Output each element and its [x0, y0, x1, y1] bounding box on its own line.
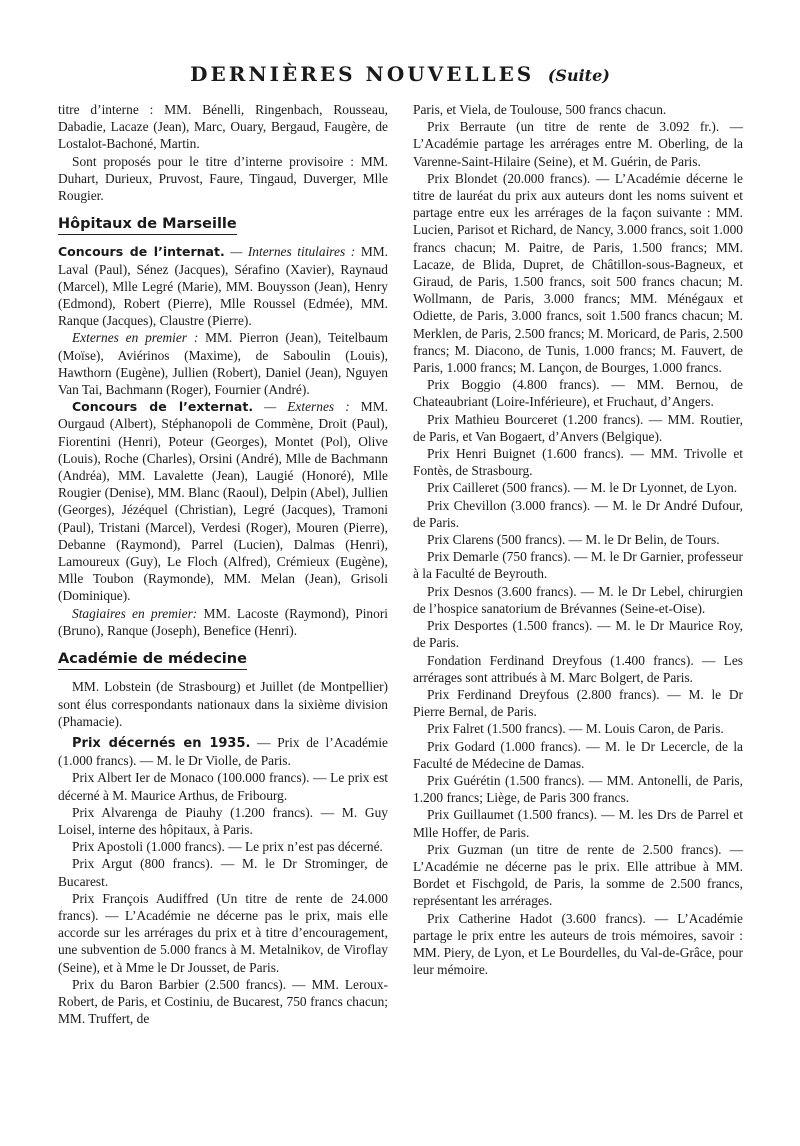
label: — Externes :: [264, 399, 350, 415]
label: Stagiaires en premier:: [72, 605, 198, 621]
section-heading-marseille: Hôpitaux de Marseille: [58, 216, 237, 235]
paragraph-internat: [58, 243, 388, 329]
prize-entry: Prix Guzman (un titre de rente de 2.500 francs). — L’Académie ne décerne pas le prix. Elle attribue à MM. Bordet et Fischgold, de Paris, la somme de 2.500 francs, représentant les arrérages.: [413, 841, 743, 909]
prize-entry: Prix François Audiffred (Un titre de rente de 24.000 francs). — L’Académie ne décerne pas le prix, mais elle accorde sur les arrérages du prix et à titre d’encouragement, une subvention de 5.000 francs à M. Metalnikov, de Viroflay (Seine), et à Mme le Dr Jousset, de Paris.: [58, 890, 388, 975]
prize-entry: Prix Catherine Hadot (3.600 francs). — L’Académie partage le prix entre les auteurs de trois mémoires, savoir : MM. Piery, de Lyon, et Le Bourdelles, du Val-de-Grâce, pour leur mémoire.: [413, 910, 743, 978]
paragraph-stagiaires: [58, 605, 388, 639]
prize-entry: Prix Ferdinand Dreyfous (2.800 francs). — M. le Dr Pierre Bernal, de Paris.: [413, 686, 743, 720]
section-heading-academie: Académie de médecine: [58, 651, 247, 670]
prize-entry: Prix Mathieu Bourceret (1.200 francs). — MM. Routier, de Paris, et Van Bogaert, d’Anvers (Belgique).: [413, 411, 743, 444]
label: Concours de l’externat.: [72, 399, 254, 415]
label: Concours de l’internat.: [58, 244, 225, 260]
text: MM. Ourgaud (Albert), Stéphanopoli de Commène, Droit (Paul), Fiorentini (Henri), Poteur (Georges), Montet (Pol), Olive (Louis), Roche (Charles), Orsini (André), Mlle de Bachmann (Andréa), MM. Lavalette (Jean), Laugié (Honoré), Mlle Rougier (Denise), MM. Blanc (Raoul), Delpin (Abel), Jullien (Georges), Jézéquel (Christian), Legré (Jacques), Tramoni (Paul), Tristani (Marcel), Verdesi (Roger), Mouren (Pierre), Debanne (Raymond), Parrel (Lucien), Dalmas (Henri), Lamoureux (Guy), Le Floch (Alfred), Crémieux (Eugène), Mlle Toubon (Raymonde), MM. Melan (Jean), Grisoli (Dominique).: [58, 399, 388, 604]
text: — Prix de l’Académie (1.000 francs). — M. le Dr Violle, de Paris.: [58, 734, 388, 769]
left-column: [58, 101, 388, 1027]
text: MM. Laval (Paul), Sénez (Jacques), Sérafino (Xavier), Raynaud (Marcel), Mlle Legré (Marie), MM. Bouysson (Jean), Henry (Edmond), Robert (Pierre), Mlle Roussel (Edmée), MM. Ranque (Jacques), Claustre (Pierre).: [58, 244, 388, 329]
prize-entry: Prix Boggio (4.800 francs). — MM. Bernou, de Chateaubriant (Loire-Inférieure), et Fruchaut, d’Angers.: [413, 377, 743, 410]
paragraph: MM. Lobstein (de Strasbourg) et Juillet (de Montpellier) sont élus correspondants nationaux dans la sixième division (Phamacie).: [58, 679, 388, 729]
prize-entry: Prix Chevillon (3.000 francs). — M. le Dr André Dufour, de Paris.: [413, 497, 743, 530]
label: Prix décernés en 1935.: [72, 735, 251, 751]
prize-entry: Prix Guillaumet (1.500 francs). — M. les Drs de Parrel et Mlle Hoffer, de Paris.: [413, 807, 743, 840]
label: — Internes titulaires :: [230, 244, 356, 260]
page-title: DERNIÈRES NOUVELLES: [190, 62, 535, 86]
prize-entry: Prix du Baron Barbier (2.500 francs). — MM. Leroux-Robert, de Paris, et Costiniu, de Bucarest, 750 francs chacun; MM. Truffert, de: [58, 976, 388, 1027]
prize-entry: Prix Argut (800 francs). — M. le Dr Strominger, de Bucarest.: [58, 856, 388, 889]
paragraph-externat: [58, 398, 388, 604]
page-subtitle: (Suite): [547, 66, 610, 85]
prize-entry: Prix Desnos (3.600 francs). — M. le Dr Lebel, chirurgien de l’hospice sanatorium de Brévannes (Seine-et-Oise).: [413, 583, 743, 616]
prize-entry: Prix Guérétin (1.500 francs). — MM. Antonelli, de Paris, 1.200 francs; Liège, de Paris 300 francs.: [413, 772, 743, 806]
label: Externes en premier :: [72, 330, 199, 346]
text: MM. Lacoste (Raymond), Pinori (Bruno), Ranque (Joseph), Benefice (Henri).: [58, 605, 388, 638]
prize-entry: Prix Falret (1.500 francs). — M. Louis Caron, de Paris.: [427, 721, 724, 737]
prize-entry: Prix Alvarenga de Piauhy (1.200 francs). — M. Guy Loisel, interne des hôpitaux, à Paris.: [58, 804, 388, 837]
prize-entry: Prix Godard (1.000 francs). — M. le Dr Lecercle, de la Faculté de Médecine de Damas.: [413, 738, 743, 771]
paragraph: Sont proposés pour le titre d’interne provisoire : MM. Duhart, Durieux, Pruvost, Faure, Tingaud, Duverger, Mlle Rougier.: [58, 153, 388, 204]
prize-entry: Prix Henri Buignet (1.600 francs). — MM. Trivolle et Fontès, de Strasbourg.: [413, 446, 743, 479]
prize-entry: Prix Clarens (500 francs). — M. le Dr Belin, de Tours.: [427, 532, 720, 548]
text: MM. Pierron (Jean), Teitelbaum (Moïse), Aviérinos (Maxime), de Saboulin (Louis), Hawthorn (Eugène), Jullien (Robert), Daniel (Jean), Nguyen Van Tai, Bachmann (Roger), Fournier (André).: [58, 330, 388, 398]
prize-entry: Prix Apostoli (1.000 francs). — Le prix n’est pas décerné.: [72, 839, 383, 855]
paragraph-prix-1935: [58, 734, 388, 769]
paragraph: Paris, et Viela, de Toulouse, 500 francs chacun.: [413, 102, 667, 117]
prize-entry: Prix Desportes (1.500 francs). — M. le Dr Maurice Roy, de Paris.: [413, 618, 743, 651]
prize-entry: Prix Demarle (750 francs). — M. le Dr Garnier, professeur à la Faculté de Beyrouth.: [413, 549, 743, 582]
prize-entry: Prix Cailleret (500 francs). — M. le Dr Lyonnet, de Lyon.: [427, 480, 738, 496]
prize-entry: Fondation Ferdinand Dreyfous (1.400 francs). — Les arrérages sont attribués à M. Marc Bolgert, de Paris.: [413, 652, 743, 685]
page-header: [0, 62, 800, 86]
prize-entry: Prix Berraute (un titre de rente de 3.092 fr.). — L’Académie partage les arrérages entre M. Oberling, de la Varenne-Saint-Hilaire (Seine), et M. Guérin, de Paris.: [413, 119, 743, 169]
paragraph: titre d’interne : MM. Bénelli, Ringenbach, Rousseau, Dabadie, Lacaze (Jean), Marc, Ouary, Bergaud, Faugère, de Lostalot-Bachoné, Martin.: [58, 102, 388, 152]
right-column: [413, 101, 743, 978]
paragraph-externes-premier: [58, 329, 388, 398]
prize-entry: Prix Blondet (20.000 francs). — L’Académie décerne le titre de lauréat du prix aux auteurs dont les noms suivent et partage entre eux les arrérages de la façon suivante : MM. Lucien, Parisot et Richard, de Nancy, 3.000 francs, soit 1.000 francs chacun; M. Paitre, de Paris, 1.500 francs; MM. Lacaze, de Blida, Dupret, de Châtillon-sous-Bagneux, et Giraud, de Paris, 1.500 francs, soit 500 francs chacun; M. Wollmann, de Paris, 3.000 francs; MM. Ménégaux et Odiette, de Paris, 3.000 francs, soit 1.500 francs chacun; M. Merklen, de Paris, 2.500 francs; M. Moricard, de Paris, 2.500 francs; M. Diacono, de Tunis, 1.000 francs; M. Fauvert, de Paris, 1.000 francs; M. Lançon, de Bourges, 1.000 francs.: [413, 170, 743, 376]
prize-entry: Prix Albert Ier de Monaco (100.000 francs). — Le prix est décerné à M. Maurice Arthus, de Fribourg.: [58, 770, 388, 803]
